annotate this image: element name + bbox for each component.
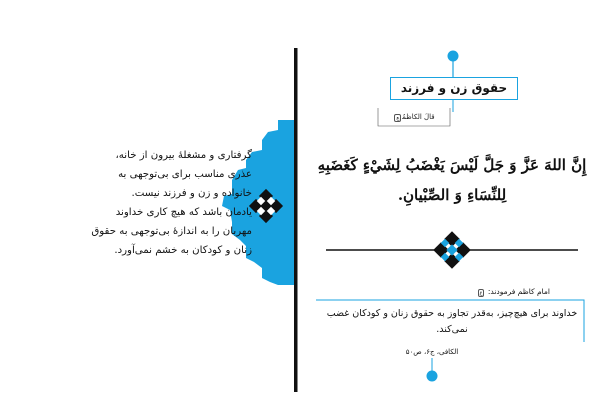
left-line: یادمان باشد که هیچ کاری خداوند <box>115 207 252 218</box>
honorific-badge: ع <box>396 115 400 121</box>
left-line: گرفتاری و مشغلهٔ بیرون از خانه، <box>115 150 252 161</box>
translation-intro <box>430 287 550 296</box>
source-citation: الکافی، ج۶، ص۵۰ <box>405 348 459 356</box>
left-line: خانواده و زن و فرزند نیست. <box>131 188 252 199</box>
left-line: مهربان را به اندازهٔ بی‌توجهی به حقوق <box>91 226 252 237</box>
left-paragraph <box>28 146 252 260</box>
hadith-line: إِنَّ اللهَ عَزَّ وَ جَلَّ لَيْسَ يَغْضَبُ لِشَيْءٍ كَغَضَبِهِ <box>317 156 587 174</box>
honorific-badge: ع <box>479 290 483 296</box>
left-line: عذری مناسب برای بی‌توجهی به <box>118 169 252 180</box>
hadith-line: لِلنِّسَاءِ وَ الصِّبْيانِ. <box>397 186 507 204</box>
attribution <box>384 113 444 121</box>
hadith-arabic <box>316 150 588 210</box>
translation-text: خداوند برای هیچ‌چیز، به‌قدر تجاوز به حقوق زنان و کودکان غضب نمی‌کند. <box>326 308 578 335</box>
bottom-dot <box>427 371 438 382</box>
intro-text: امام کاظم فرمودند: <box>487 287 550 296</box>
attribution-text: قالَ الکاظمُ <box>402 113 435 121</box>
center-divider <box>294 48 298 392</box>
title-dot-top <box>448 51 459 62</box>
page-title: حقوق زن و فرزند <box>390 77 518 100</box>
left-line: زنان و کودکان به خشم نمی‌آورد. <box>114 245 252 256</box>
diamond-ornament-center <box>433 231 471 269</box>
